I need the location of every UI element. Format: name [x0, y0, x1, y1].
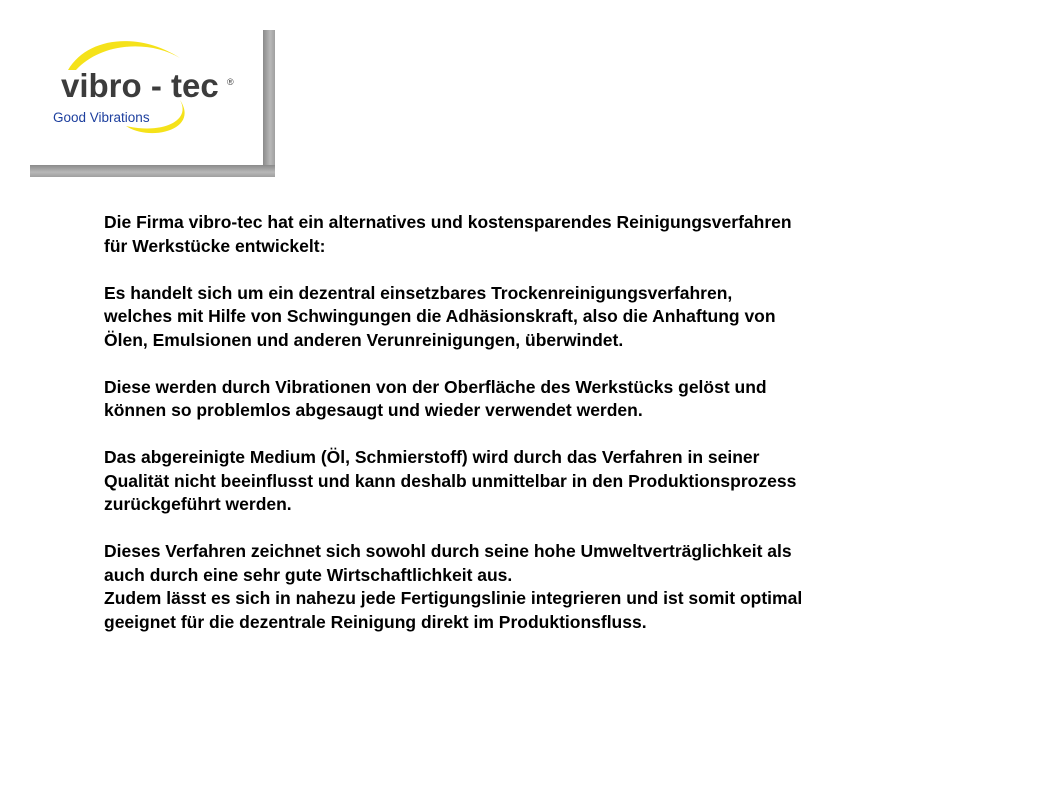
paragraph-intro: Die Firma vibro-tec hat ein alternatives und kostensparendes Reinigungsverfahren für Werkstücke entwickelt: — [104, 212, 792, 256]
vibro-tec-logo — [30, 30, 262, 162]
paragraph-vibration: Diese werden durch Vibrationen von der Oberfläche des Werkstücks gelöst und können so problemlos abgesaugt und wieder verwendet werden. — [104, 376, 767, 420]
logo-registered-mark: ® — [227, 77, 234, 87]
logo-frame-shadow-right — [263, 30, 275, 177]
paragraph-benefits: Dieses Verfahren zeichnet sich sowohl durch seine hohe Umweltverträglichkeit als auch durch eine sehr gute Wirtschaftlichkeit aus. — [104, 541, 792, 585]
logo-swoosh-top — [68, 41, 180, 70]
paragraph-medium: Das abgereinigte Medium (Öl, Schmierstoff) wird durch das Verfahren in seiner Qualität nicht beeinflusst und kann deshalb unmittelbar in den Produktionsprozess zurückgeführt werden. — [104, 447, 797, 514]
logo-frame-shadow-bottom — [30, 165, 275, 177]
logo-tagline: Good Vibrations — [53, 110, 150, 125]
logo-brand-text: vibro - tec — [61, 67, 219, 104]
paragraph-method: Es handelt sich um ein dezentral einsetzbares Trockenreinigungsverfahren, welches mit Hilfe von Schwingungen die Adhäsionskraft, also die Anhaftung von Ölen, Emulsionen und anderen Verunreinigungen, überwindet. — [104, 282, 776, 350]
body-text — [104, 211, 1004, 634]
paragraph-integration: Zudem lässt es sich in nahezu jede Fertigungslinie integrieren und ist somit optimal geeignet für die dezentrale Reinigung direkt im Produktionsfluss. — [104, 588, 803, 632]
